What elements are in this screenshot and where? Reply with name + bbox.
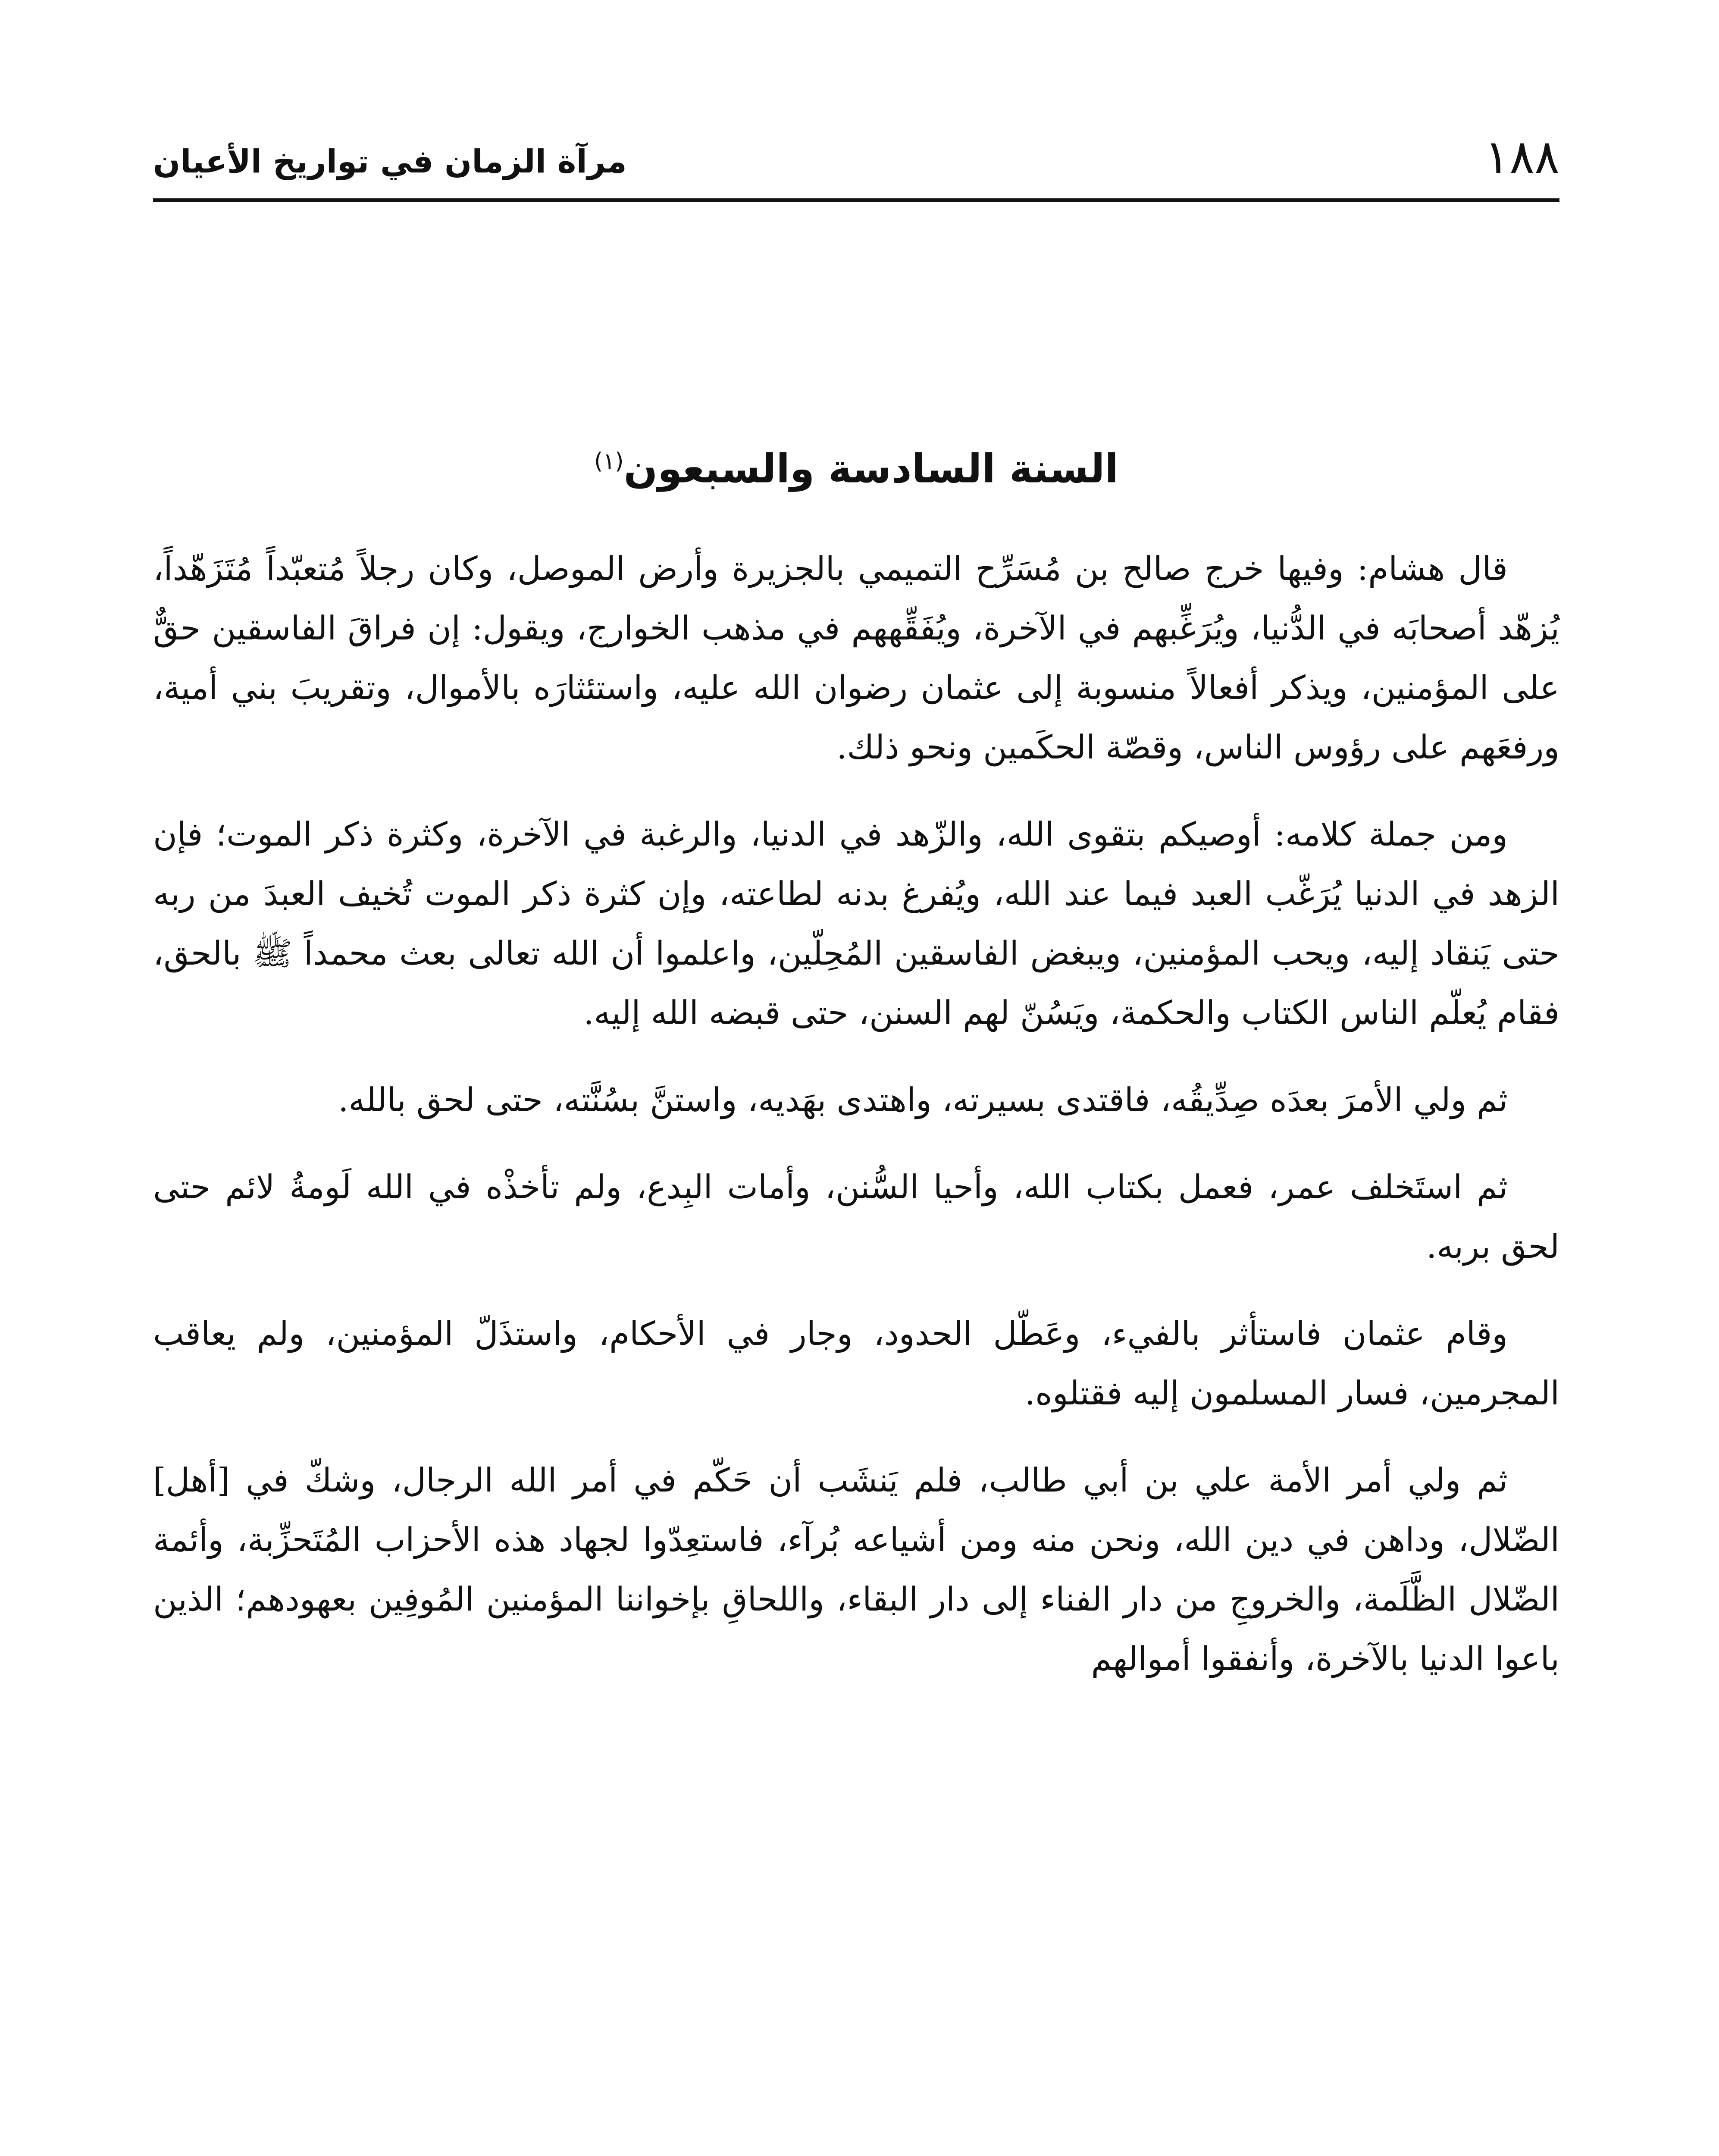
paragraph-5: وقام عثمان فاستأثر بالفيء، وعَطّل الحدود، وجار في الأحكام، واستذَلّ المؤمنين، ولم يعاقب المجرمين، فسار المسلمون إليه فقتلوه. [153, 1314, 1559, 1412]
running-title: مرآة الزمان في تواريخ الأعيان [153, 143, 627, 180]
chapter-heading [153, 431, 1559, 499]
paragraph-4: ثم استَخلف عمر، فعمل بكتاب الله، وأحيا السُّنن، وأمات البِدع، ولم تأخذْه في الله لَومةُ لائم حتى لحق بربه. [153, 1168, 1559, 1266]
paragraph-6: ثم ولي أمر الأمة علي بن أبي طالب، فلم يَنشَب أن حَكّم في أمر الله الرجال، وشكّ في [أهل] الضّلال، وداهن في دين الله، ونحن منه ومن أشياعه بُرآء، فاستعِدّوا لجهاد هذه الأحزاب المُتَحزِّبة، وأئمة الضّلال الظَّلَمة، والخروجِ من دار الفناء إلى دار البقاء، واللحاقِ بإخواننا المؤمنين المُوفِين بعهودهم؛ الذين باعوا الدنيا بالآخرة، وأنفقوا أموالهم [153, 1461, 1559, 1678]
header-divider [153, 198, 1559, 202]
body-text [153, 539, 1559, 1716]
page-header [153, 129, 1559, 194]
footnote-reference: (١) [594, 448, 624, 474]
paragraph-1: قال هشام: وفيها خرج صالح بن مُسَرِّح التميمي بالجزيرة وأرض الموصل، وكان رجلاً مُتعبّداً مُتَزَهّداً، يُزهّد أصحابَه في الدُّنيا، ويُرَغِّبهم في الآخرة، ويُفَقِّههم في مذهب الخوارج، ويقول: إن فراقَ الفاسقين حقٌّ على المؤمنين، ويذكر أفعالاً منسوبة إلى عثمان رضوان الله عليه، واستئثارَه بالأموال، وتقريبَ بني أمية، ورفعَهم على رؤوس الناس، وقصّة الحكَمين ونحو ذلك. [153, 549, 1559, 766]
paragraph-3: ثم ولي الأمرَ بعدَه صِدِّيقُه، فاقتدى بسيرته، واهتدى بهَديه، واستنَّ بسُنَّته، حتى لحق بالله. [338, 1081, 1508, 1119]
chapter-heading-text: السنة السادسة والسبعون [623, 445, 1118, 492]
paragraph-2: ومن جملة كلامه: أوصيكم بتقوى الله، والزّهد في الدنيا، والرغبة في الآخرة، وكثرة ذكر الموت؛ فإن الزهد في الدنيا يُرَغّب العبد فيما عند الله، ويُفرغ بدنه لطاعته، وإن كثرة ذكر الموت تُخيف العبدَ من ربه حتى يَنقاد إليه، ويحب المؤمنين، ويبغض الفاسقين المُحِلّين، واعلموا أن الله تعالى بعث محمداً ﷺ بالحق، فقام يُعلّم الناس الكتاب والحكمة، ويَسُنّ لهم السنن، حتى قبضه الله إليه. [153, 815, 1559, 1032]
page-number: ١٨٨ [1484, 130, 1559, 184]
